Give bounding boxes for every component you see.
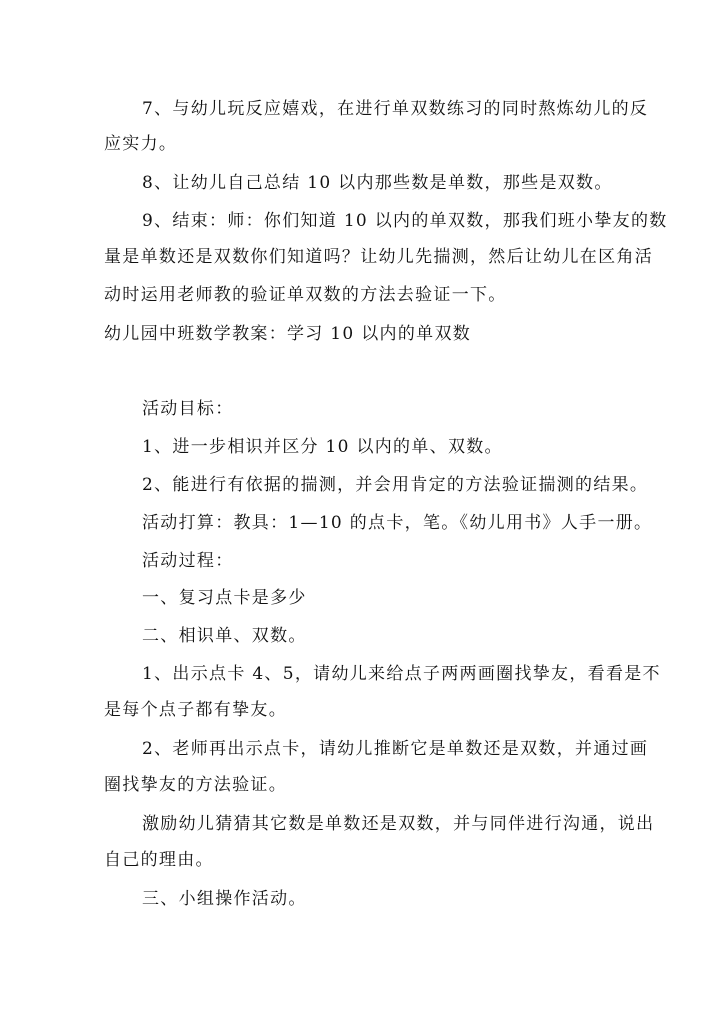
paragraph-9-line-3: 动时运用老师教的验证单双数的方法去验证一下。 bbox=[104, 285, 507, 305]
step-2-1-line-1: 1、出示点卡 4、5，请幼儿来给点子两两画圈找挚友，看看是不 bbox=[142, 664, 661, 684]
goal-heading: 活动目标： bbox=[142, 399, 234, 419]
paragraph-9-line-1: 9、结束：师：你们知道 10 以内的单双数，那我们班小挚友的数 bbox=[142, 211, 668, 231]
paragraph-7-line-1: 7、与幼儿玩反应嬉戏，在进行单双数练习的同时熬炼幼儿的反 bbox=[142, 99, 649, 119]
goal-item-2: 2、能进行有依据的揣测，并会用肯定的方法验证揣测的结果。 bbox=[142, 475, 649, 495]
process-heading: 活动过程： bbox=[142, 551, 234, 571]
goal-item-1: 1、进一步相识并区分 10 以内的单、双数。 bbox=[142, 437, 503, 457]
step-3: 三、小组操作活动。 bbox=[142, 889, 307, 909]
step-1: 一、复习点卡是多少 bbox=[142, 588, 307, 608]
step-2-2-line-2: 圈找挚友的方法验证。 bbox=[104, 775, 287, 795]
paragraph-7-line-2: 应实力。 bbox=[104, 134, 178, 154]
step-2: 二、相识单、双数。 bbox=[142, 626, 307, 646]
paragraph-8: 8、让幼儿自己总结 10 以内那些数是单数，那些是双数。 bbox=[142, 173, 613, 193]
paragraph-9-line-2: 量是单数还是双数你们知道吗？让幼儿先揣测，然后让幼儿在区角活 bbox=[104, 247, 653, 267]
preparation: 活动打算：教具：1—10 的点卡，笔。《幼儿用书》人手一册。 bbox=[142, 513, 653, 533]
step-2-2-line-1: 2、老师再出示点卡，请幼儿推断它是单数还是双数，并通过画 bbox=[142, 739, 649, 759]
encourage-line-1: 激励幼儿猜猜其它数是单数还是双数，并与同伴进行沟通，说出 bbox=[142, 814, 655, 834]
section-title: 幼儿园中班数学教案：学习 10 以内的单双数 bbox=[104, 324, 472, 344]
encourage-line-2: 自己的理由。 bbox=[104, 850, 214, 870]
step-2-1-line-2: 是每个点子都有挚友。 bbox=[104, 700, 287, 720]
